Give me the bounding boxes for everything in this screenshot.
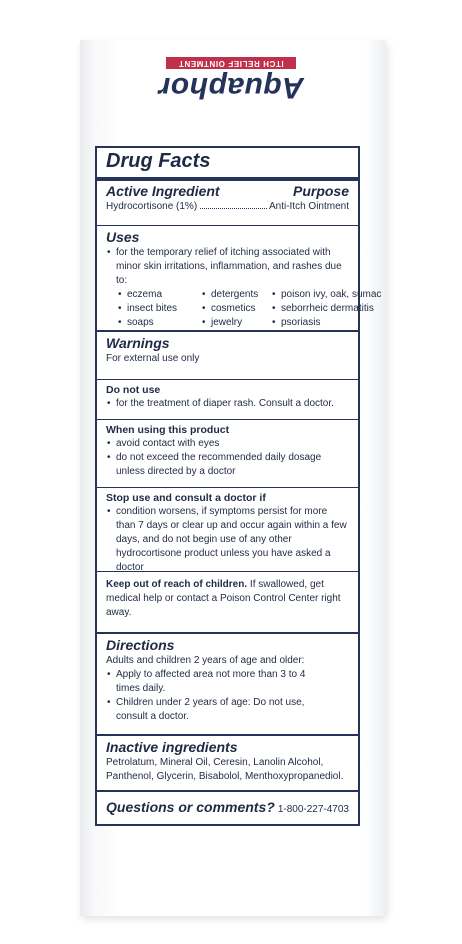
list-item: • Apply to affected area not more than 3 to 4 times daily. bbox=[106, 668, 306, 696]
uses-list bbox=[106, 288, 382, 330]
list-item: • condition worsens, if symptoms persist for more than 7 days or clear up and occur again within a few days, and do not begin use of any other hydrocortisone product unless you have asked a doctor bbox=[106, 505, 349, 575]
list-item: • soaps bbox=[118, 316, 202, 330]
list-item: • poison ivy, oak, sumac bbox=[272, 288, 381, 302]
list-item: • eczema bbox=[118, 288, 202, 302]
uses-section bbox=[97, 226, 382, 332]
do-not-use-section bbox=[97, 380, 358, 420]
list-item: • psoriasis bbox=[272, 316, 381, 330]
list-item: • cosmetics bbox=[202, 302, 272, 316]
list-item: • seborrheic dermatitis bbox=[272, 302, 381, 316]
active-ingredient: Hydrocortisone (1%) bbox=[106, 201, 198, 212]
brand-subtitle: ITCH RELIEF OINTMENT bbox=[166, 57, 296, 69]
drug-facts-panel bbox=[95, 146, 382, 826]
list-item: • do not exceed the recommended daily dosage unless directed by a doctor bbox=[106, 451, 351, 479]
questions-label: Questions or comments? bbox=[106, 799, 275, 815]
brand-name: Aquaphor bbox=[158, 71, 304, 104]
when-using-header: When using this product bbox=[106, 424, 230, 436]
drug-facts-header-section bbox=[97, 148, 358, 226]
do-not-use-header: Do not use bbox=[106, 384, 161, 396]
brand-logo bbox=[92, 52, 370, 102]
stop-use-section bbox=[97, 488, 358, 572]
inactive-ingredients-header: Inactive ingredients bbox=[106, 739, 238, 755]
stop-use-header: Stop use and consult a doctor if bbox=[106, 492, 266, 504]
list-item: • jewelry bbox=[202, 316, 272, 330]
list-item: • for the treatment of diaper rash. Consult a doctor. bbox=[106, 397, 349, 411]
directions-intro: Adults and children 2 years of age and older: bbox=[106, 655, 305, 666]
list-item: • Children under 2 years of age: Do not use, consult a doctor. bbox=[106, 696, 331, 724]
uses-intro: • for the temporary relief of itching associated with minor skin irritations, inflammation, and rashes due to: bbox=[106, 246, 349, 288]
warnings-header: Warnings bbox=[106, 335, 170, 351]
when-using-section bbox=[97, 420, 358, 488]
directions-header: Directions bbox=[106, 637, 175, 653]
directions-section bbox=[97, 634, 358, 736]
list-item: • avoid contact with eyes bbox=[106, 437, 349, 451]
purpose-header: Purpose bbox=[292, 183, 349, 199]
keep-out-warning: Keep out of reach of children. bbox=[106, 579, 248, 590]
uses-header: Uses bbox=[106, 229, 140, 245]
purpose-value: Anti-Itch Ointment bbox=[268, 201, 349, 212]
warnings-section bbox=[97, 332, 358, 380]
active-ingredient-header: Active Ingredient bbox=[106, 183, 220, 199]
inactive-ingredients-section bbox=[97, 736, 358, 792]
warnings-subtitle: For external use only bbox=[106, 353, 200, 364]
questions-section bbox=[97, 792, 358, 824]
keep-out-text: If swallowed, get medical help or contact a Poison Control Center right away. bbox=[106, 579, 341, 618]
phone-number: 1-800-227-4703 bbox=[277, 804, 349, 815]
list-item: • insect bites bbox=[118, 302, 202, 316]
inactive-ingredients-text: Petrolatum, Mineral Oil, Ceresin, Lanolin Alcohol, Panthenol, Glycerin, Bisabolol, Menthoxypropanediol. bbox=[106, 757, 344, 782]
list-item: • detergents bbox=[202, 288, 272, 302]
drug-facts-title: Drug Facts bbox=[106, 150, 211, 172]
keep-out-section bbox=[97, 572, 358, 634]
